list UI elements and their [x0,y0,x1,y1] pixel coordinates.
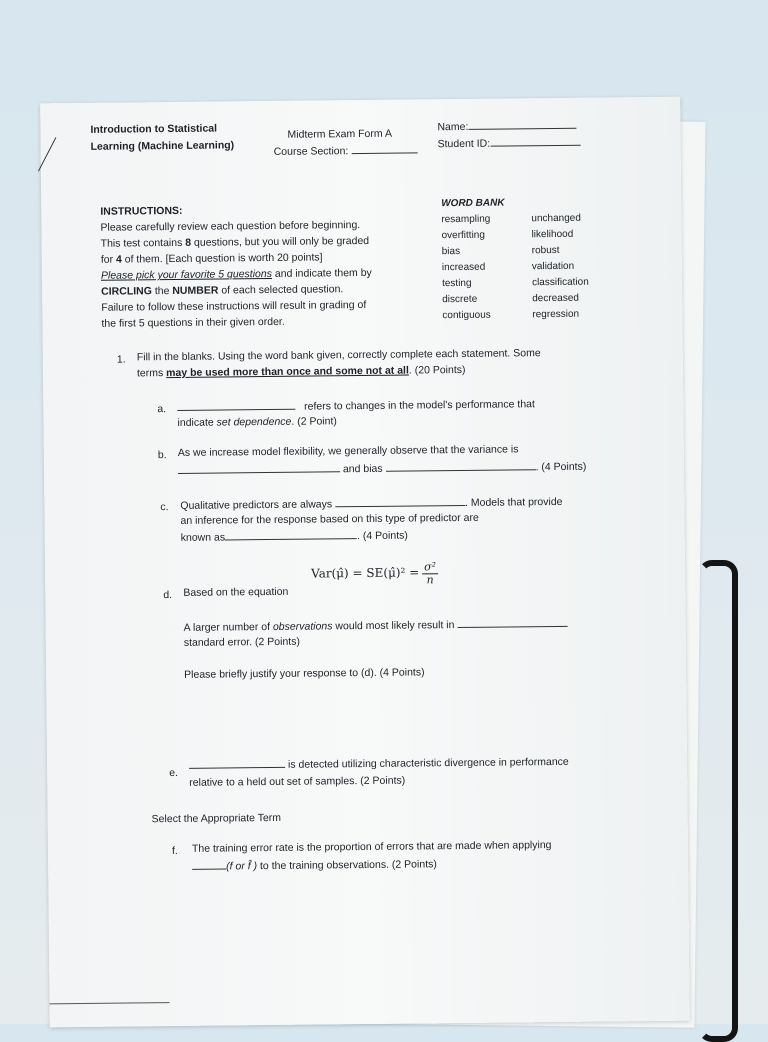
word-bank-item: resampling [441,213,491,226]
part-b-text: As we increase model flexibility, we generally observe that the variance is [177,443,519,459]
part-d-text: Based on the equation [183,585,289,599]
part-c-text: Qualitative predictors are always . Models that provide [180,495,563,512]
binder-clip [698,560,738,1042]
answer-blank[interactable] [177,399,295,411]
instructions-heading: INSTRUCTIONS: [100,204,183,218]
exam-page [40,97,690,1028]
word-bank-item: unchanged [531,212,581,225]
page-bottom-line [50,1002,170,1004]
answer-blank[interactable] [385,459,535,472]
instructions-line: Please carefully review each question before beginning. [100,219,361,234]
part-f-text: (f or f̂ ) to the training observations. (2 Points) [192,856,437,874]
instructions-line: for 4 of them. [Each question is worth 20 points] [100,251,323,266]
instructions-line: Please pick your favorite 5 questions and indicate them by [100,266,372,282]
part-b-label: b. [157,449,167,462]
part-c-text: known as . (4 Points) [180,529,408,544]
course-title-line2: Learning (Machine Learning) [90,139,235,153]
part-b-text: and bias . (4 Points) [178,459,586,478]
answer-blank[interactable] [192,858,226,869]
part-a-label: a. [157,403,167,416]
answer-blank[interactable] [178,461,340,474]
word-bank-item: discrete [442,293,478,306]
word-bank-item: testing [441,277,472,290]
part-c-text: an inference for the response based on this type of predictor are [180,511,479,527]
part-d-text: A larger number of observations would most likely result in [184,616,568,635]
word-bank-item: regression [532,308,580,321]
course-section-label: Course Section: [274,142,418,159]
pen-mark [38,137,56,171]
exam-title: Midterm Exam Form A [287,127,392,141]
question-number[interactable]: 1. [116,353,126,366]
student-id-field[interactable]: Student ID: [438,135,581,151]
question-text: terms may be used more than once and some not at all. (20 Points) [136,363,466,380]
question-text: Fill in the blanks. Using the word bank given, correctly complete each statement. Some [136,347,541,364]
part-a-text: indicate set dependence. (2 Point) [177,415,337,429]
part-e-text: relative to a held out set of samples. (2 Points) [189,774,406,789]
section-heading: Select the Appropriate Term [151,811,282,826]
part-d-text: standard error. (2 Points) [183,635,301,649]
answer-blank[interactable] [335,495,465,507]
name-field[interactable]: Name: [437,118,576,134]
word-bank-item: classification [531,276,589,289]
word-bank-item: decreased [532,292,579,305]
part-e-label: e. [169,766,178,780]
part-f-label: f. [171,844,178,858]
answer-blank[interactable] [457,616,567,628]
word-bank-item: likelihood [531,228,574,241]
instructions-line: This test contains 8 questions, but you will only be graded [100,234,370,250]
word-bank-item: robust [531,244,560,257]
instructions-line: Failure to follow these instructions will result in grading of [101,298,367,314]
answer-blank[interactable] [225,528,357,540]
part-d-label: d. [163,589,173,602]
word-bank-item: overfitting [441,229,485,242]
instructions-line: the first 5 questions in their given order. [101,315,285,330]
course-title-line1: Introduction to Statistical [90,122,218,136]
word-bank-item: contiguous [442,309,491,322]
part-e-text: is detected utilizing characteristic divergence in performance [189,754,569,773]
instructions-line: CIRCLING the NUMBER of each selected question. [101,283,344,298]
part-d-justify: Please briefly justify your response to (d). (4 Points) [184,666,425,681]
word-bank-item: validation [531,260,575,273]
part-a-text: refers to changes in the model's performance that [177,396,535,415]
word-bank-item: bias [441,245,461,258]
part-f-text: The training error rate is the proportion of errors that are made when applying [191,839,552,855]
word-bank-heading: WORD BANK [441,197,505,210]
word-bank-item: increased [441,261,486,274]
variance-equation: Var(μ̂) = SE(μ̂)² = $\frac{\text{σ²}}{n}$ [311,557,438,588]
part-c-label: c. [160,501,169,514]
answer-blank[interactable] [189,757,285,769]
